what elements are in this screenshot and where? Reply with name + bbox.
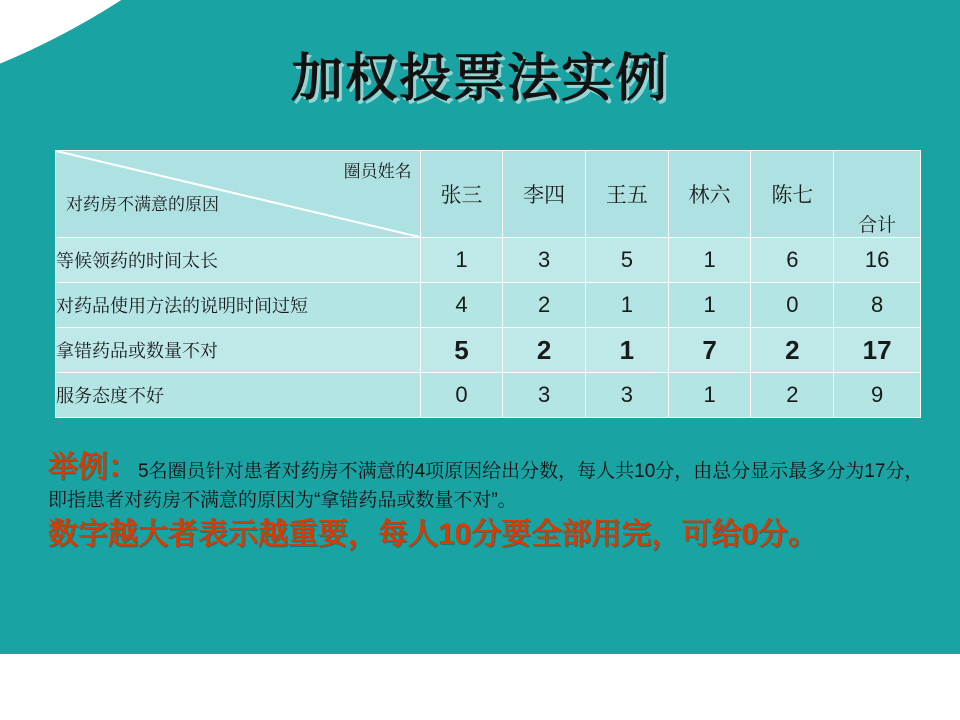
score-cell-2-0: 5 (420, 328, 503, 373)
table-row (56, 238, 921, 283)
row-header-label: 对药房不满意的原因 (66, 195, 219, 214)
score-cell-0-4: 6 (751, 238, 834, 283)
score-cell-3-1: 3 (503, 373, 586, 418)
total-header: 合计 (834, 151, 921, 238)
score-cell-3-2: 3 (586, 373, 669, 418)
table-row (56, 328, 921, 373)
score-cell-0-2: 5 (586, 238, 669, 283)
table-header-row (56, 151, 921, 238)
table-corner-cell (56, 151, 421, 238)
score-cell-1-0: 4 (420, 283, 503, 328)
score-cell-1-3: 1 (668, 283, 751, 328)
score-cell-0-0: 1 (420, 238, 503, 283)
note-body-text: 5名圈员针对患者对药房不满意的4项原因给出分数，每人共10分，由总分显示最多分为17分，即指患者对药房不满意的原因为“拿错药品或数量不对”。 (48, 461, 924, 511)
table-row (56, 373, 921, 418)
member-header-0: 张三 (420, 151, 503, 238)
score-cell-2-4: 2 (751, 328, 834, 373)
reason-cell-1: 对药品使用方法的说明时间过短 (56, 283, 421, 328)
page-title: 加权投票法实例 (290, 49, 669, 109)
member-header-3: 林六 (668, 151, 751, 238)
score-cell-3-4: 2 (751, 373, 834, 418)
table-row (56, 283, 921, 328)
total-cell-2: 17 (834, 328, 921, 373)
vote-table-container (55, 150, 921, 418)
score-cell-1-4: 0 (751, 283, 834, 328)
score-cell-3-3: 1 (668, 373, 751, 418)
total-cell-3: 9 (834, 373, 921, 418)
reason-cell-2: 拿错药品或数量不对 (56, 328, 421, 373)
total-cell-1: 8 (834, 283, 921, 328)
member-header-4: 陈七 (751, 151, 834, 238)
score-cell-1-2: 1 (586, 283, 669, 328)
reason-cell-0: 等候领药的时间太长 (56, 238, 421, 283)
score-cell-2-2: 1 (586, 328, 669, 373)
explanation-note (48, 448, 924, 554)
score-cell-2-3: 7 (668, 328, 751, 373)
column-header-label: 圈员姓名 (343, 162, 412, 181)
score-cell-3-0: 0 (420, 373, 503, 418)
score-cell-2-1: 2 (503, 328, 586, 373)
member-header-1: 李四 (503, 151, 586, 238)
total-cell-0: 16 (834, 238, 921, 283)
note-emphasis-line (48, 515, 924, 555)
score-cell-0-3: 1 (668, 238, 751, 283)
score-cell-1-1: 2 (503, 283, 586, 328)
score-cell-0-1: 3 (503, 238, 586, 283)
member-header-2: 王五 (586, 151, 669, 238)
note-lead-label: 举例： (48, 451, 138, 484)
note-emphasis-text: 数字越大者表示越重要，每人10分要全部用完，可给0分。 (48, 517, 819, 551)
bottom-white-bar (0, 654, 960, 720)
vote-table (55, 150, 921, 418)
reason-cell-3: 服务态度不好 (56, 373, 421, 418)
